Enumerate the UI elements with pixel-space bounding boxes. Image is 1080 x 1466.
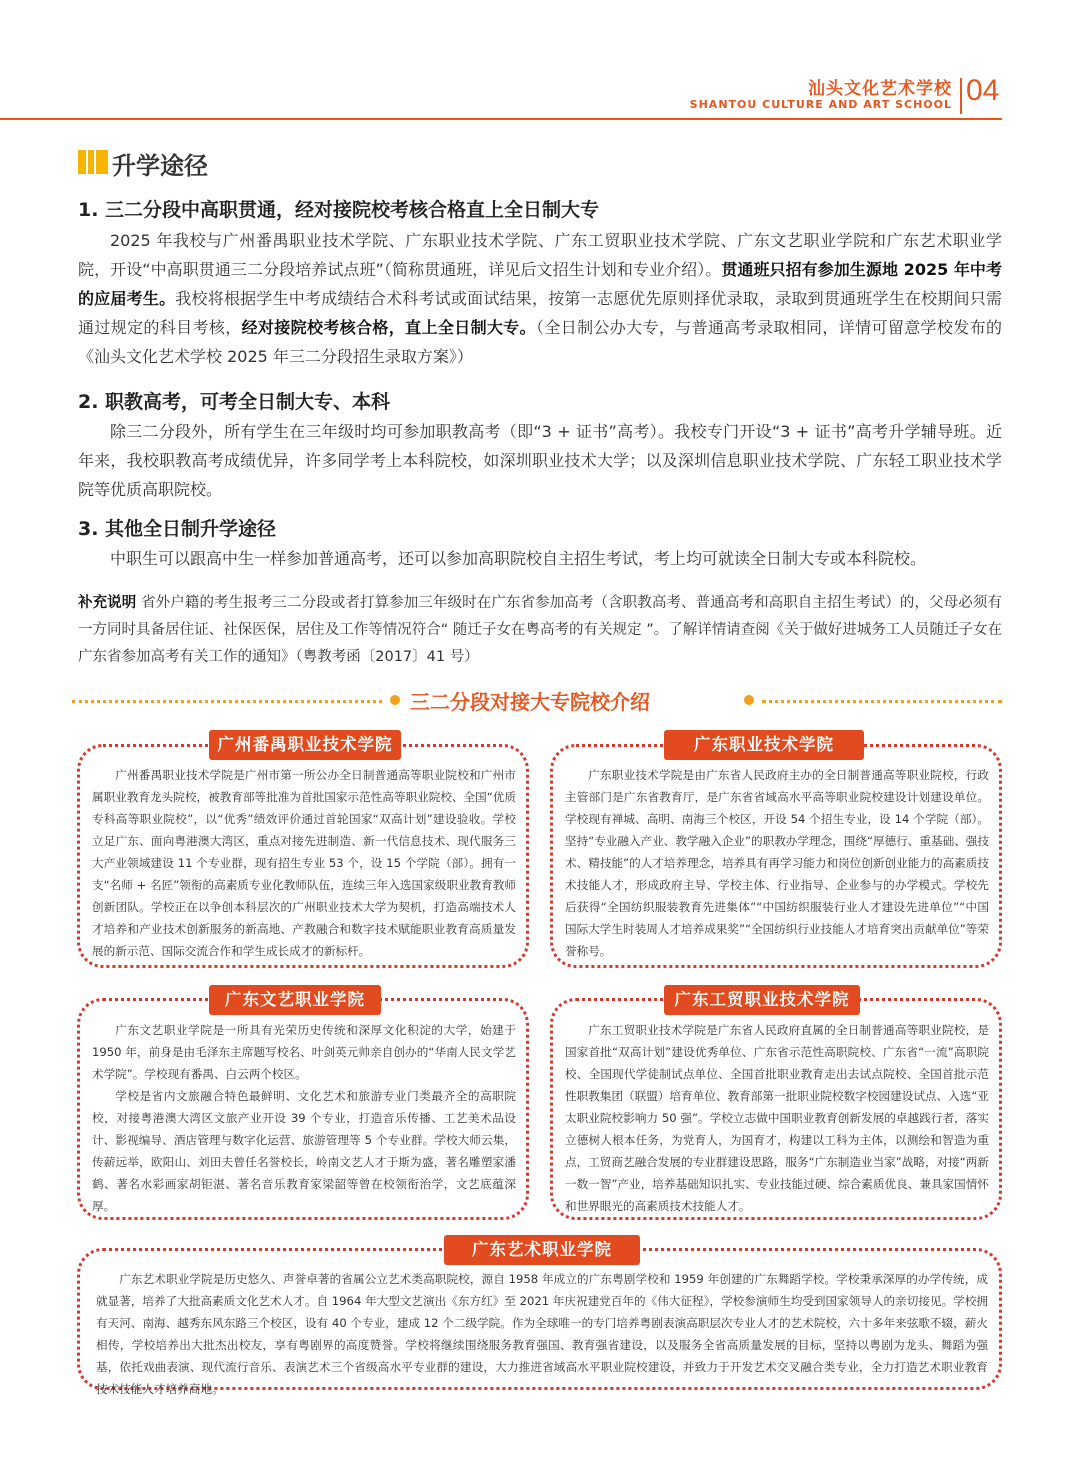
- college-description: [92, 764, 516, 962]
- college-paragraph: 广州番禺职业技术学院是广州市第一所公办全日制普通高等职业院校和广州市属职业教育龙头院校，被教育部等批准为首批国家示范性高等职业院校、全国“优质专科高等职业院校”，以“优秀”绩效评价通过首轮国家“双高计划”建设验收。学校立足广东、面向粤港澳大湾区，重点对接先进制造、新一代信息技术、现代服务三大产业领域建设 11 个专业群，现有招生专业 53 个，设 15 个学院（部）。拥有一支“名师 + 名匠”领衔的高素质专业化教师队伍，连续三年入选国家级职业教育教师创新团队。学校正在以争创本科层次的广州职业技术大学为契机，打造高端技术人才培养和产业技术创新服务的新高地、产教融合和数字技术赋能职业教育高质量发展的新示范、国际交流合作和学生成长成才的新标杆。: [92, 768, 516, 958]
- page-number: 04: [966, 74, 1000, 107]
- college-description: [565, 764, 989, 962]
- path1-heading: 1. 三二分段中高职贯通，经对接院校考核合格直上全日制大专: [78, 199, 600, 221]
- path1-bold-b: 经对接院校考核合格，直上全日制大专。: [241, 318, 536, 337]
- dot-right-icon: [744, 695, 754, 705]
- path1-text-b: 我校将根据学生中考成绩结合术科考试或面试结果，按第一志愿优先原则择优录取，录取到贯通班学生在校期间只需通过规定的科目考核，: [78, 289, 1002, 337]
- college-description: [96, 1268, 988, 1400]
- college-paragraph: 广东职业技术学院是由广东省人民政府主办的全日制普通高等职业院校，行政主管部门是广东省教育厅，是广东省省域高水平高等职业院校建设计划建设单位。学校现有禅城、高明、南海三个校区，开设 54 个招生专业，设 14 个学院（部）。坚持“专业融入产业、教学融入企业”的职教办学理念，围绕“厚德行、重基础、强技术、精技能”的人才培养理念，培养具有再学习能力和岗位创新创业能力的高素质技术技能人才，形成政府主导、学校主体、行业指导、企业参与的办学模式。学校先后获得“全国纺织服装教育先进集体”“中国纺织服装行业人才建设先进单位”“中国国际大学生时装周人才培养成果奖”“全国纺织行业技能人才培育突出贡献单位”等荣誉称号。: [565, 768, 989, 958]
- school-name-cn: 汕头文化艺术学校: [808, 79, 952, 99]
- intro-title: 三二分段对接大专院校介绍: [410, 690, 650, 714]
- title-bars-icon: [78, 150, 108, 174]
- college-description: [92, 1019, 516, 1217]
- path1-paragraph: [78, 226, 1002, 371]
- college-name: 广东职业技术学院: [664, 730, 864, 760]
- path2-paragraph: 除三二分段外，所有学生在三年级时均可参加职教高考（即“3 + 证书”高考）。我校专门开设“3 + 证书”高考升学辅导班。近年来，我校职教高考成绩优异，许多同学考上本科院校，如深圳职业技术大学；以及深圳信息职业技术学院、广东轻工职业技术学院等优质高职院校。: [78, 422, 1002, 499]
- note-text: 省外户籍的考生报考三二分段或者打算参加三年级时在广东省参加高考（含职教高考、普通高考和高职自主招生考试）的，父母必须有一方同时具备居住证、社保医保，居住及工作等情况符合“ 随迁子女在粤高考的有关规定 ”。了解详情请查阅《关于做好进城务工人员随迁子女在广东省参加高考有关工作的通知》（粤教考函〔2017〕41 号）: [78, 595, 1002, 665]
- header-rule: [0, 118, 1002, 120]
- page-header: [0, 0, 1080, 122]
- path1-text-a: 2025 年我校与广州番禺职业技术学院、广东职业技术学院、广东工贸职业技术学院、广东文艺职业学院和广东艺术职业学院，开设“中高职贯通三二分段培养试点班”（简称贯通班，详见后文招生计划和专业介绍）。: [78, 231, 1002, 279]
- college-paragraph: 广东工贸职业技术学院是广东省人民政府直属的全日制普通高等职业院校，是国家首批“双高计划”建设优秀单位、广东省示范性高职院校、广东省“一流”高职院校、全国现代学徒制试点单位、全国首批职业教育走出去试点院校、全国首批示范性职教集团（联盟）培育单位、教育部第一批职业院校数字校园建设试点、入选“亚太职业院校影响力 50 强”。学校立志做中国职业教育创新发展的卓越践行者，落实立德树人根本任务，为党育人，为国育才，构建以工科为主体，以测绘和智造为重点，工贸商艺融合发展的专业群建设思路，服务“广东制造业当家”战略，对接“两新一数一智”产业，培养基础知识扎实、专业技能过硬、综合素质优良、兼具家国情怀和世界眼光的高素质技术技能人才。: [565, 1023, 989, 1213]
- dotted-line-left: [72, 700, 382, 703]
- path2-heading: 2. 职教高考，可考全日制大专、本科: [78, 391, 391, 413]
- intro-heading: [72, 686, 1002, 716]
- header-divider: [960, 78, 962, 114]
- college-name: 广东艺术职业学院: [444, 1235, 640, 1265]
- path3-paragraph: 中职生可以跟高中生一样参加普通高考，还可以参加高职院校自主招生考试，考上均可就读全日制大专或本科院校。: [110, 549, 927, 568]
- path3-heading: 3. 其他全日制升学途径: [78, 518, 277, 540]
- path1-bold-a: 贯通班只招有参加生源地 2025 年中考的应届考生。: [78, 260, 1002, 308]
- college-name: 广州番禺职业技术学院: [209, 730, 401, 760]
- supplementary-note: [78, 590, 1002, 671]
- school-name-en: SHANTOU CULTURE AND ART SCHOOL: [689, 98, 952, 111]
- path1-text-c: （全日制公办大专，与普通高考录取相同，详情可留意学校发布的《汕头文化艺术学校 2025 年三二分段招生录取方案》）: [78, 318, 1002, 366]
- section-title-text: 升学途径: [112, 152, 208, 180]
- college-description: [565, 1019, 989, 1217]
- dot-left-icon: [390, 695, 400, 705]
- college-paragraph: 学校是省内文旅融合特色最鲜明、文化艺术和旅游专业门类最齐全的高职院校，对接粤港澳大湾区文旅产业开设 39 个专业，打造音乐传播、工艺美术品设计、影视编导、酒店管理与数字化运营、旅游管理等 5 个专业群。学校大师云集，传薪远举，欧阳山、刘田夫曾任名誉校长，岭南文艺人才于斯为盛，著名雕塑家潘鹤、著名水彩画家胡钜湛、著名音乐教育家梁韶等曾在校领衔治学，文艺底蕴深厚。: [92, 1089, 516, 1213]
- college-name: 广东文艺职业学院: [209, 985, 381, 1015]
- college-name: 广东工贸职业技术学院: [664, 985, 860, 1015]
- dotted-line-right: [762, 700, 1002, 703]
- note-label: 补充说明: [78, 595, 137, 611]
- college-paragraph: 广东文艺职业学院是一所具有光荣历史传统和深厚文化积淀的大学，始建于 1950 年，前身是由毛泽东主席题写校名、叶剑英元帅亲自创办的“华南人民文学艺术学院”。学校现有番禺、白云两个校区。: [92, 1023, 516, 1081]
- college-paragraph: 广东艺术职业学院是历史悠久、声誉卓著的省属公立艺术类高职院校，源自 1958 年成立的广东粤剧学校和 1959 年创建的广东舞蹈学校。学校秉承深厚的办学传统，成就显著，培养了大批高素质文化艺术人才。自 1964 年大型文艺演出《东方红》至 2021 年庆祝建党百年的《伟大征程》，学校参演师生均受到国家领导人的亲切接见。学校拥有天河、南海、越秀东风东路三个校区，设有 40 个专业，建成 12 个二级学院。作为全球唯一的专门培养粤剧表演高职层次专业人才的艺术院校，六十多年来弦歌不辍，薪火相传，学校培养出大批杰出校友，享有粤剧界的高度赞誉。学校将继续围绕服务教育强国、教育强省建设，以及服务全省高质量发展的目标，坚持以粤剧为龙头、舞蹈为强基，依托戏曲表演、现代流行音乐、表演艺术三个省级高水平专业群的建设，大力推进省域高水平职业院校建设，并致力于开发艺术交叉融合类专业，全力打造艺术职业教育技术技能人才培养高地。: [96, 1272, 988, 1396]
